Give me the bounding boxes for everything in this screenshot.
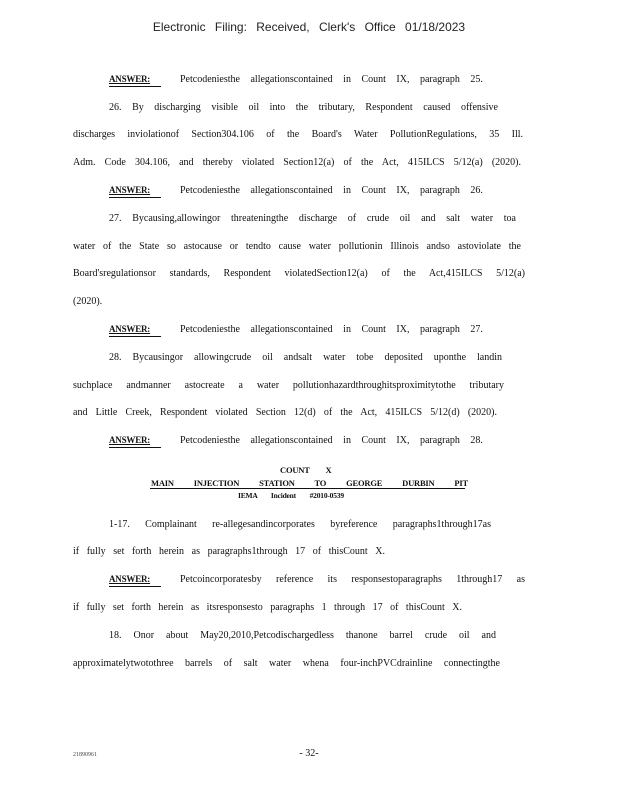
answer-label: ANSWER: xyxy=(109,324,151,334)
paragraph-26-line-3: Adm. Code 304.106, and thereby violated Section12(a) of the Act, 415ILCS 5/12(a) (2020). xyxy=(73,157,521,168)
count-title: MAIN INJECTION STATION TO GEORGE DURBIN PIT xyxy=(151,478,468,488)
filing-header: Electronic Filing: Received, Clerk's Office 01/18/2023 xyxy=(152,20,466,34)
answer-underline xyxy=(109,336,161,337)
answer-label: ANSWER: xyxy=(109,435,151,445)
paragraph-26-line-2: discharges inviolationof Section304.106 of the Board's Water PollutionRegulations, 35 Ill. xyxy=(73,129,523,140)
paragraph-28-line-3: and Little Creek, Respondent violated Section 12(d) of the Act, 415ILCS 5/12(d) (2020). xyxy=(73,407,497,418)
paragraph-18-line-1: 18. Onor about May20,2010,Petcodischargedless thanone barrel crude oil and xyxy=(109,630,496,641)
incident-number: IEMA Incident #2010-0539 xyxy=(238,491,344,500)
paragraph-27-line-2: water of the State so astocause or tendto cause water pollutionin Illinois andso astoviolate the xyxy=(73,241,521,252)
page-number: - 32- xyxy=(299,748,319,759)
answer-text: Petcodeniesthe allegationscontained in Count IX, paragraph 26. xyxy=(180,185,483,196)
document-id: 21890961 xyxy=(73,752,97,758)
answer-text-line-2: if fully set forth herein as itsresponsesto paragraphs 1 through 17 of thisCount X. xyxy=(73,602,462,613)
paragraph-1-17-line-2: if fully set forth herein as paragraphs1through 17 of thisCount X. xyxy=(73,546,385,557)
count-title-rule xyxy=(150,488,465,489)
paragraph-28-line-1: 28. Bycausingor allowingcrude oil andsalt water tobe deposited uponthe landin xyxy=(109,352,502,363)
answer-label: ANSWER: xyxy=(109,185,151,195)
answer-label: ANSWER: xyxy=(109,574,151,584)
paragraph-26-line-1: 26. By discharging visible oil into the tributary, Respondent caused offensive xyxy=(109,102,498,113)
paragraph-18-line-2: approximatelytwotothree barrels of salt water whena four-inchPVCdrainline connectingthe xyxy=(73,658,500,669)
answer-label: ANSWER: xyxy=(109,74,151,84)
answer-underline xyxy=(109,197,161,198)
answer-underline xyxy=(109,447,161,448)
paragraph-27-line-3: Board'sregulationsor standards, Respondent violatedSection12(a) of the Act,415ILCS 5/12(a) xyxy=(73,268,525,279)
count-heading: COUNT X xyxy=(280,465,332,475)
answer-underline xyxy=(109,86,161,87)
answer-text: Petcodeniesthe allegationscontained in Count IX, paragraph 25. xyxy=(180,74,483,85)
answer-underline xyxy=(109,586,161,587)
paragraph-28-line-2: suchplace andmanner astocreate a water pollutionhazardthroughitsproximitytothe tributary xyxy=(73,380,504,391)
answer-text: Petcodeniesthe allegationscontained in Count IX, paragraph 28. xyxy=(180,435,483,446)
paragraph-27-line-4: (2020). xyxy=(73,296,103,307)
answer-text: Petcodeniesthe allegationscontained in Count IX, paragraph 27. xyxy=(180,324,483,335)
paragraph-27-line-1: 27. Bycausing,allowingor threateningthe discharge of crude oil and salt water toa xyxy=(109,213,516,224)
paragraph-1-17-line-1: 1-17. Complainant re-allegesandincorporates byreference paragraphs1through17as xyxy=(109,519,491,530)
answer-text: Petcoincorporatesby reference its responsestoparagraphs 1through17 as xyxy=(180,574,525,585)
